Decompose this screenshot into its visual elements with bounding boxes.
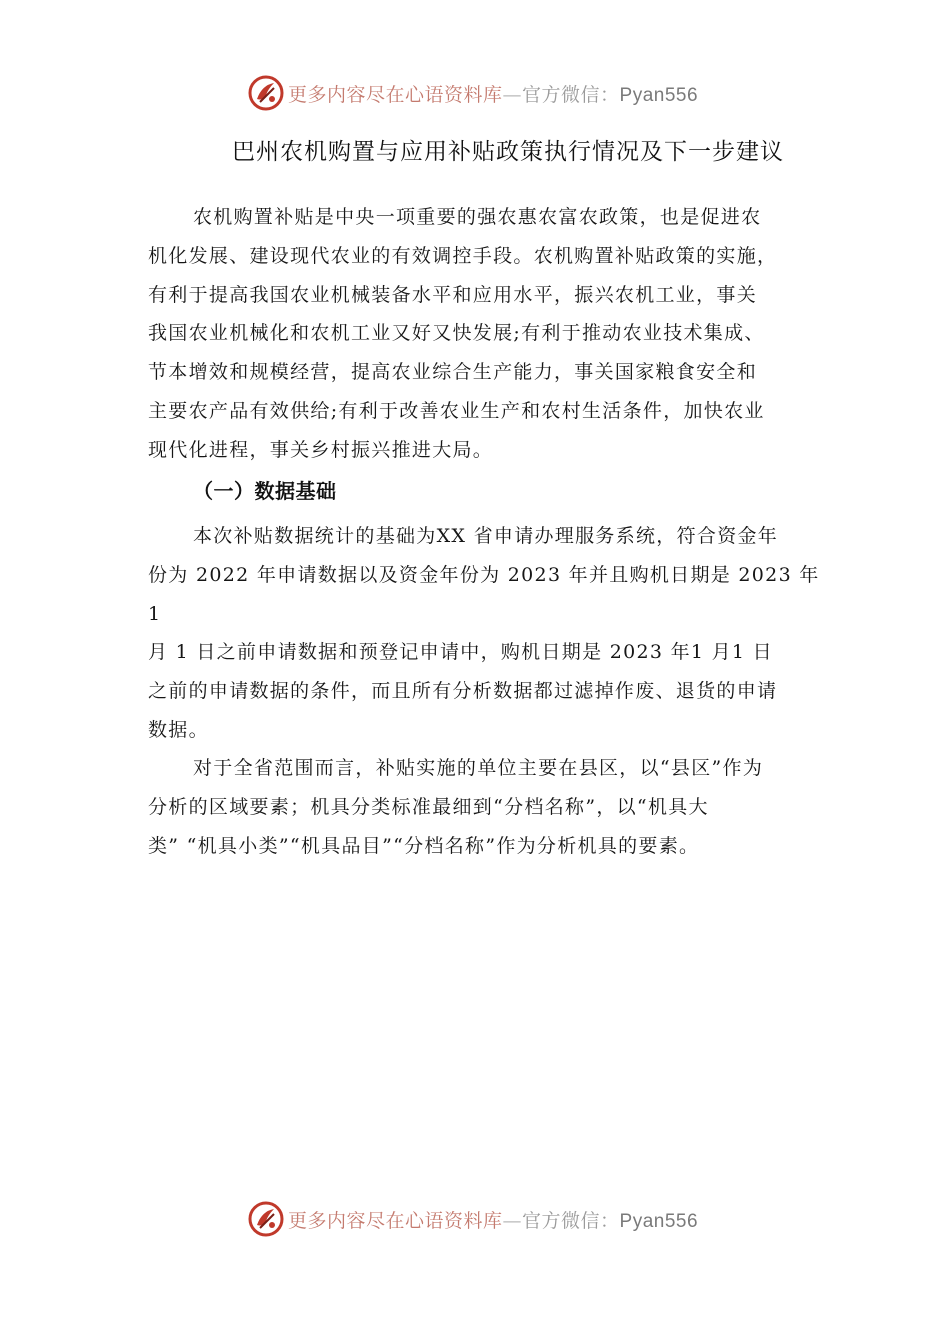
watermark-wechat-id: Pyan556 [619,84,699,106]
watermark-wechat-label: 官方微信： [522,83,620,106]
watermark-site-text: 更多内容尽在心语资料库 [288,1209,503,1232]
footer-watermark [248,1199,698,1239]
paragraph-line: 数据。 [148,718,209,741]
header-watermark [248,73,698,113]
paragraph-line: 农机购置补贴是中央一项重要的强农惠农富农政策，也是促进农 [193,206,762,228]
watermark-site-text: 更多内容尽在心语资料库 [288,83,503,106]
paragraph-line: 之前的申请数据的条件，而且所有分析数据都过滤掉作废、退货的申请 [148,680,778,703]
brand-logo-icon [248,1201,284,1237]
section-heading: （一）数据基础 [193,479,337,503]
paragraph-line: 节本增效和规模经营，提高农业综合生产能力，事关国家粮食安全和 [148,361,758,384]
brand-logo-icon [248,75,284,111]
paragraph-line: 机化发展、建设现代农业的有效调控手段。农机购置补贴政策的实施， [148,244,778,267]
paragraph-line: 本次补贴数据统计的基础为XX 省申请办理服务系统，符合资金年 [193,525,779,547]
paragraph-line: 1 [148,602,162,625]
paragraph-line: 我国农业机械化和农机工业又好又快发展;有利于推动农业技术集成、 [148,322,765,345]
watermark-text [288,1206,698,1233]
paragraph-line: 主要农产品有效供给;有利于改善农业生产和农村生活条件，加快农业 [148,399,765,422]
watermark-wechat-id: Pyan556 [619,1210,699,1232]
watermark-separator: — [502,83,523,106]
paragraph-line: 份为 2022 年申请数据以及资金年份为 2023 年并且购机日期是 2023 年 [148,563,820,586]
paragraph-line: 对于全省范围而言，补贴实施的单位主要在县区，以“县区”作为 [193,757,764,779]
paragraph-analysis-scope [148,749,853,865]
paragraph-line: 有利于提高我国农业机械装备水平和应用水平，振兴农机工业，事关 [148,283,758,306]
paragraph-line: 月 1 日之前申请数据和预登记申请中，购机日期是 2023 年1 月1 日 [148,641,773,664]
document-title: 巴州农机购置与应用补贴政策执行情况及下一步建议 [232,139,784,165]
paragraph-line: 类” “机具小类”“机具品目”“分档名称”作为分析机具的要素。 [148,834,700,857]
paragraph-line: 现代化进程，事关乡村振兴推进大局。 [148,438,494,461]
paragraph-line: 分析的区域要素；机具分类标准最细到“分档名称”，以“机具大 [148,795,709,818]
watermark-separator: — [502,1209,523,1232]
paragraph-data-basis [148,517,853,750]
watermark-text [288,80,698,107]
watermark-wechat-label: 官方微信： [522,1209,620,1232]
paragraph-intro [148,198,853,470]
